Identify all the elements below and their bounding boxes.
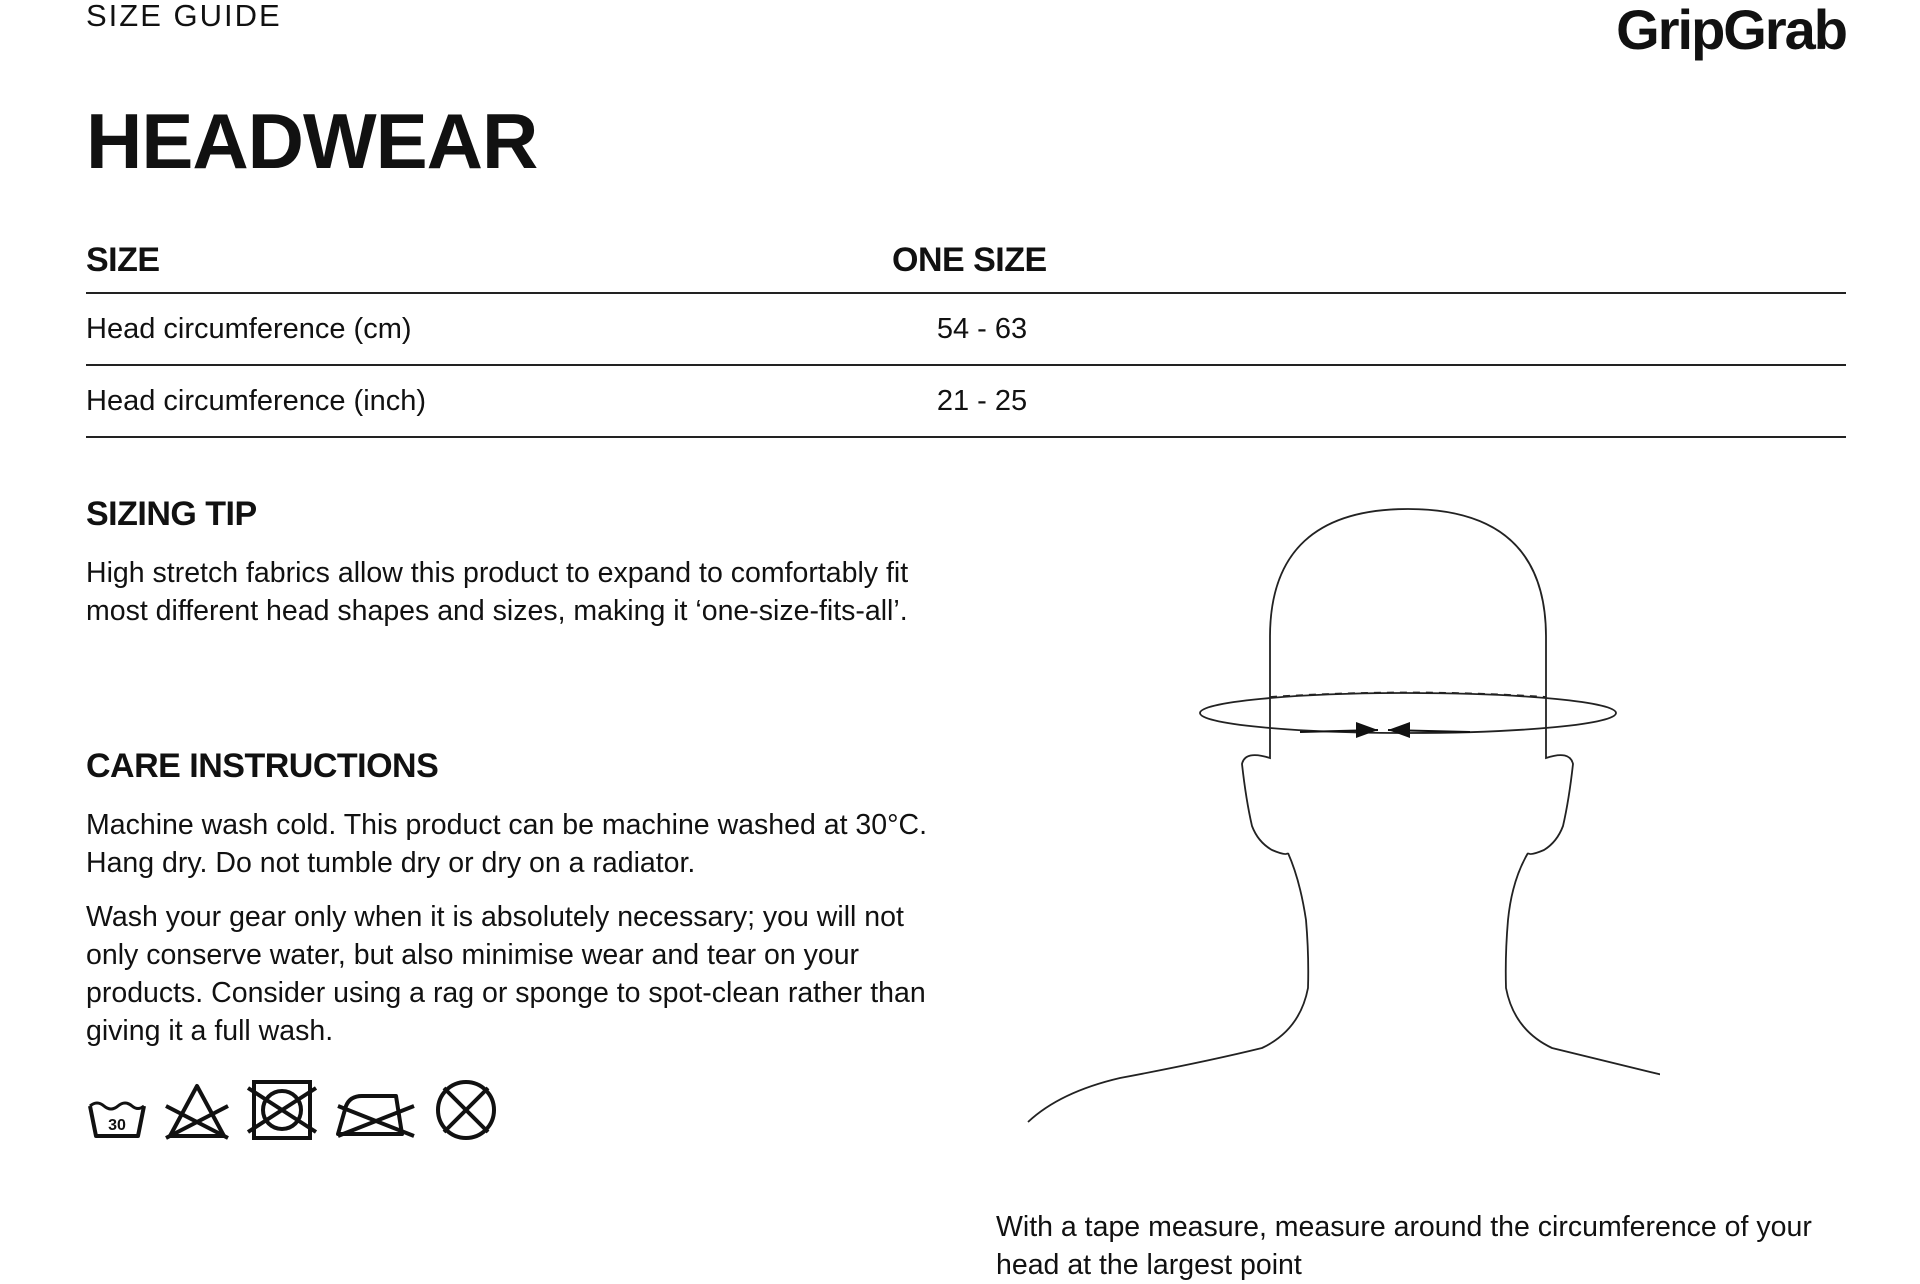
neck-left-icon xyxy=(1028,853,1308,1122)
wash-30-icon xyxy=(86,1076,148,1146)
care-icons xyxy=(86,1076,546,1146)
eyebrow-label: SIZE GUIDE xyxy=(86,0,282,33)
head-measurement-illustration xyxy=(1000,500,1660,1190)
size-table xyxy=(86,228,1846,438)
row-label: Head circumference (inch) xyxy=(86,385,427,417)
brand-logo: GripGrab xyxy=(1616,0,1846,61)
care-instructions-heading: CARE INSTRUCTIONS xyxy=(86,747,439,785)
row-value: 54 - 63 xyxy=(936,313,1028,345)
care-paragraph: Machine wash cold. This product can be machine washed at 30°C. Hang dry. Do not tumble dry or dry on a radiator. xyxy=(86,809,928,879)
measurement-caption: With a tape measure, measure around the circumference of your head at the largest point xyxy=(996,1211,1812,1281)
column-header-size: SIZE xyxy=(86,241,160,279)
tape-arrows-icon xyxy=(1300,722,1470,738)
no-bleach-icon xyxy=(162,1076,232,1146)
no-tumble-dry-icon xyxy=(246,1076,318,1146)
table-row xyxy=(86,294,1846,366)
sizing-tip-text: High stretch fabrics allow this product to expand to comfortably fit most different head shapes and sizes, making it ‘one-size-fits-all’. xyxy=(86,557,909,627)
no-iron-icon xyxy=(332,1076,418,1146)
column-header-one-size: ONE SIZE xyxy=(892,241,1047,279)
page-title: HEADWEAR xyxy=(86,97,538,185)
care-paragraph: Wash your gear only when it is absolutely necessary; you will not only conserve water, but also minimise wear and tear on your products. Consider using a rag or sponge to spot-clean rather than giving it a full wash. xyxy=(86,901,926,1047)
no-dry-clean-icon xyxy=(432,1076,500,1146)
head-outline-icon xyxy=(1270,509,1546,703)
neck-right-icon xyxy=(1506,853,1660,1122)
sizing-tip-heading: SIZING TIP xyxy=(86,495,257,533)
row-value: 21 - 25 xyxy=(936,385,1028,417)
row-label: Head circumference (cm) xyxy=(86,313,412,345)
size-table-header xyxy=(86,228,1846,294)
table-row xyxy=(86,366,1846,438)
wash-temperature-label: 30 xyxy=(108,1117,126,1134)
